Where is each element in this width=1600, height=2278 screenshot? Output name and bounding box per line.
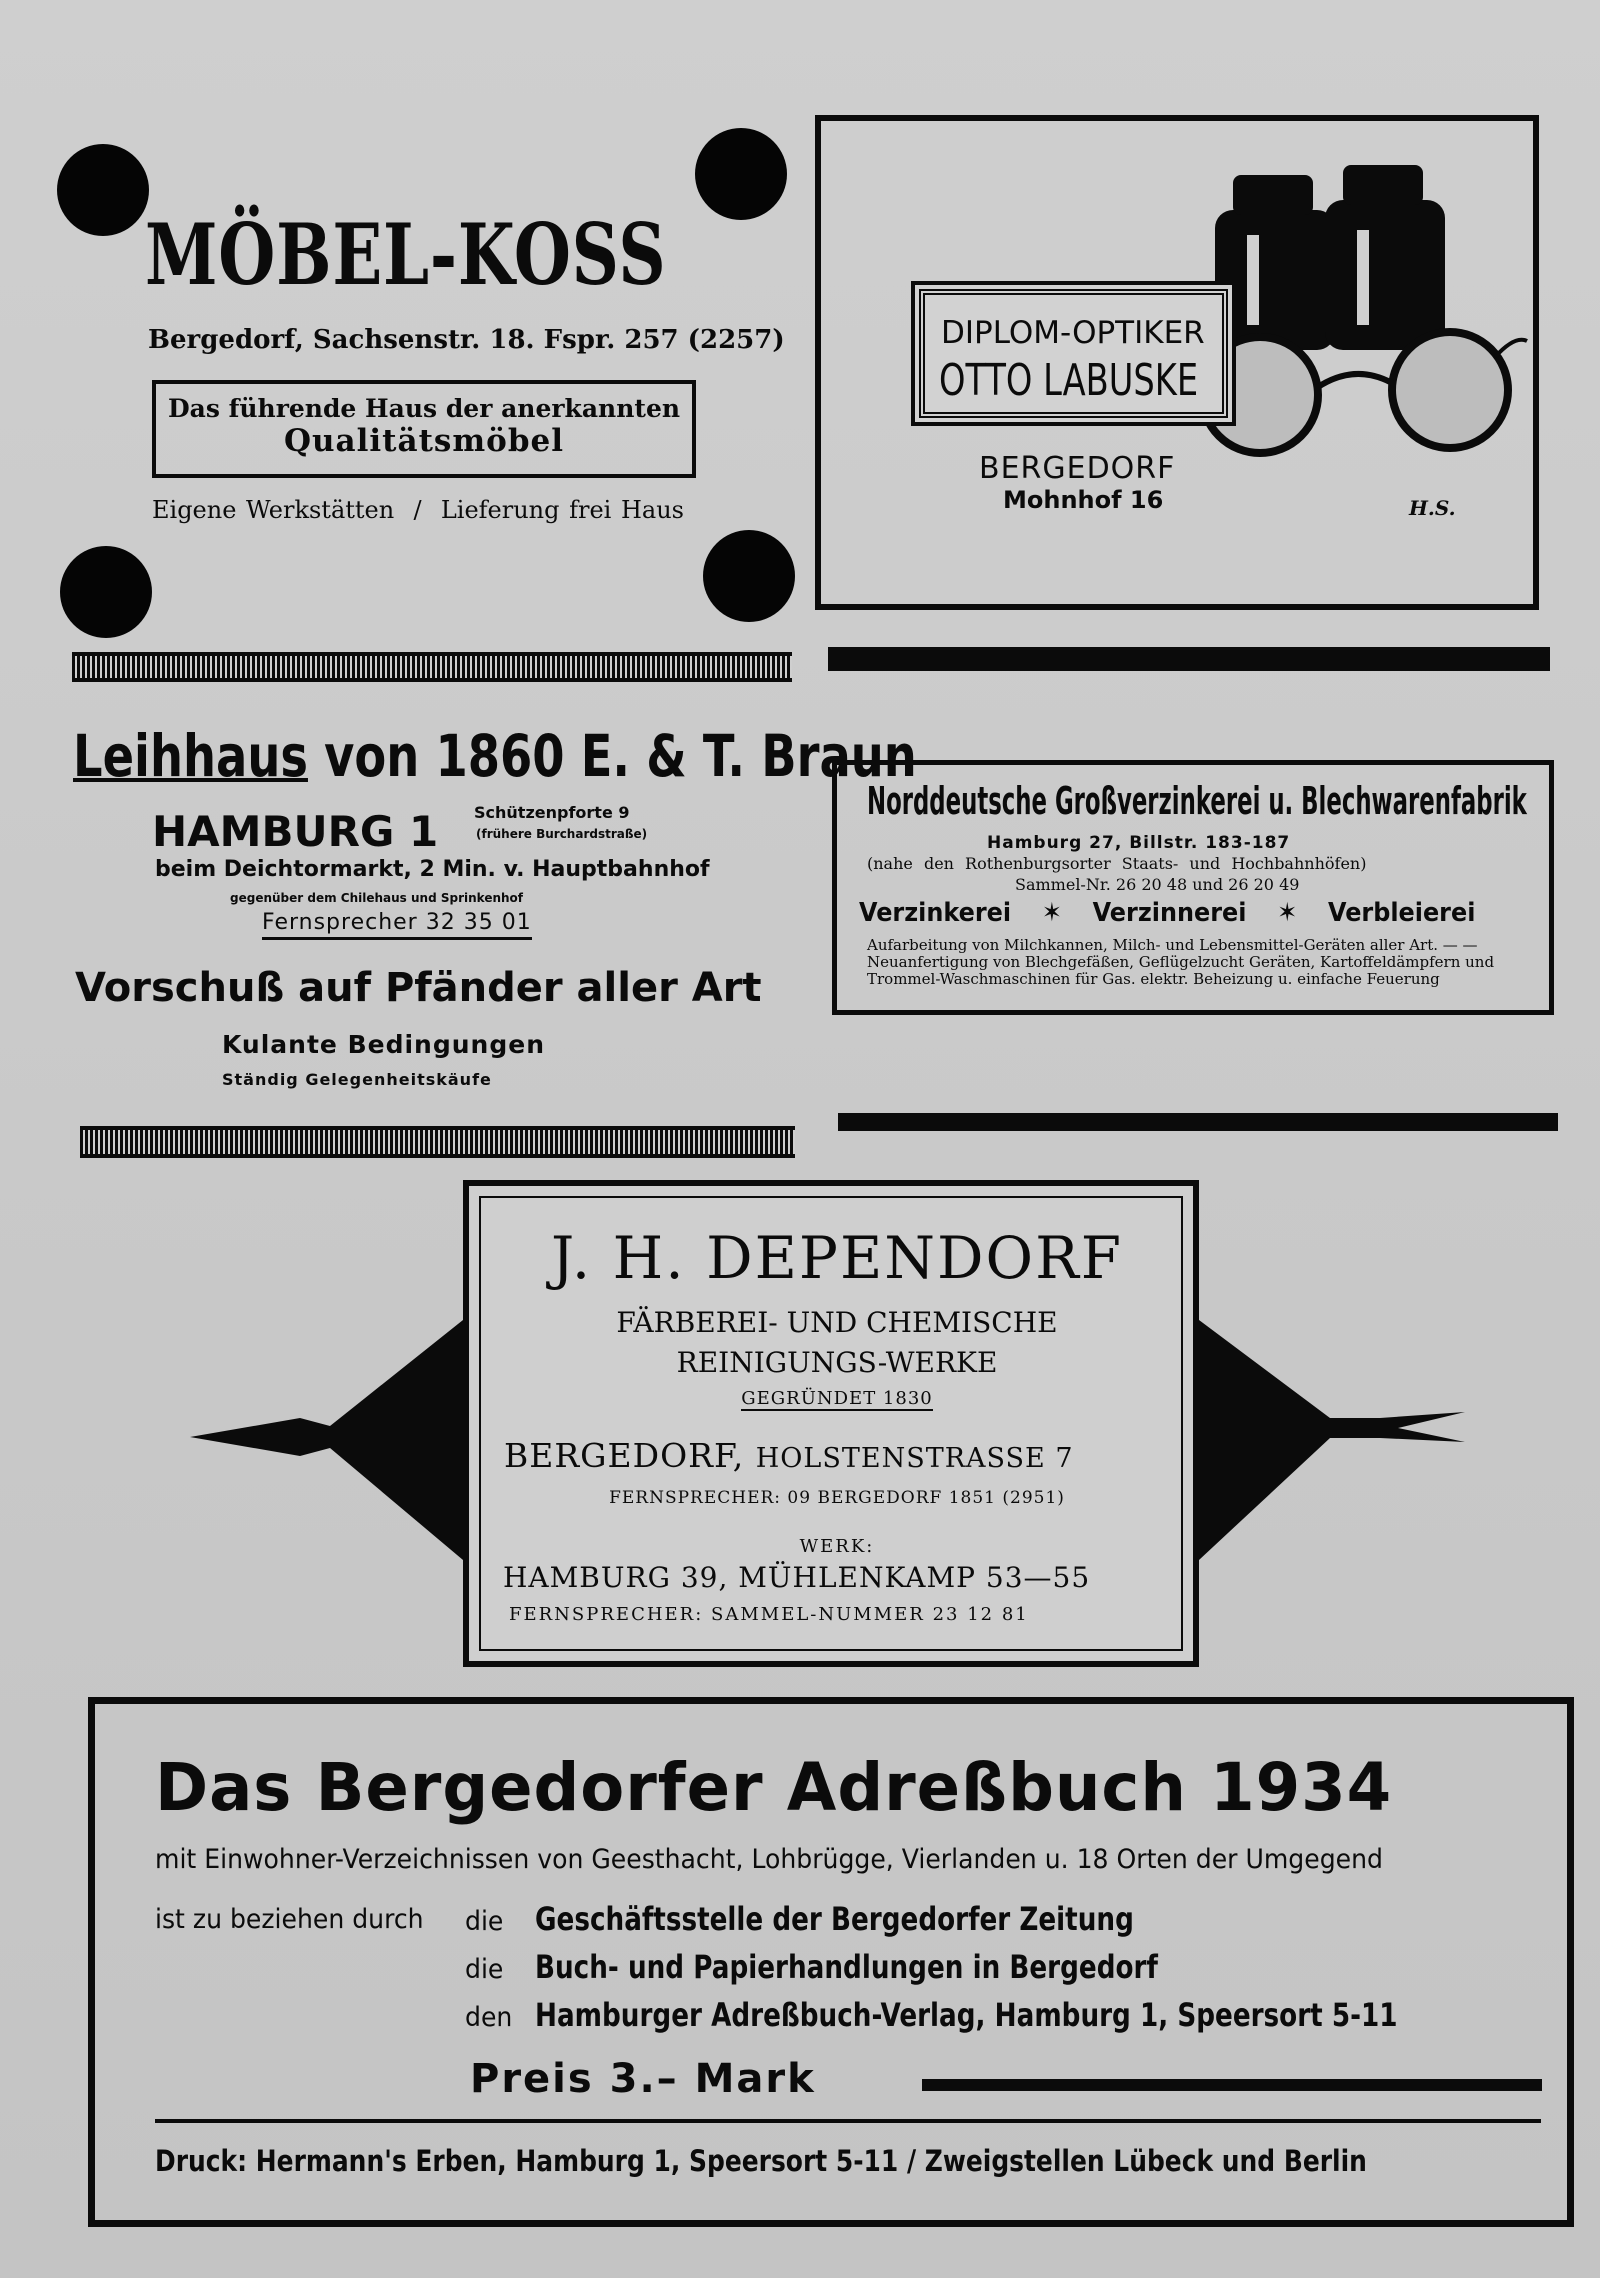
adressbuch-lead: ist zu beziehen durch (155, 1904, 424, 1935)
star-icon: ✶ (1041, 898, 1062, 928)
leihhaus-opposite: gegenüber dem Chilehaus und Sprinkenhof (230, 891, 524, 905)
right-top-bar (828, 647, 1550, 671)
moebel-koss-footer (152, 496, 684, 524)
adressbuch-article: den (465, 2002, 513, 2033)
verzinkerei-numbers: Sammel-Nr. 26 20 48 und 26 20 49 (1015, 875, 1300, 894)
adressbuch-article: die (465, 1954, 504, 1985)
leihhaus-terms: Kulante Bedingungen (222, 1030, 545, 1059)
verzinkerei-description: Aufarbeitung von Milchkannen, Milch- und Lebensmittel-Geräten aller Art. — — Neuanfertigung von Blechgefäßen, Geflügelzucht Geräten, Kartoffeldämpfern und Trommel-Waschmaschinen für Gas. elektr. Beheizung u. einfache Feuerung (867, 936, 1495, 988)
adressbuch-source: Geschäftsstelle der Bergedorfer Zeitung (535, 1900, 1134, 1938)
dependorf-werk-address: HAMBURG 39, MÜHLENKAMP 53—55 (503, 1561, 1091, 1594)
verzinkerei-service: Verzinnerei (1092, 898, 1247, 928)
verzinkerei-address: Hamburg 27, Billstr. 183-187 (987, 833, 1291, 853)
optiker-title: DIPLOM-OPTIKER (941, 315, 1205, 351)
moebel-koss-title: MÖBEL-KOSS (145, 205, 667, 304)
leihhaus-location: beim Deichtormarkt, 2 Min. v. Hauptbahnhof (155, 857, 710, 882)
adressbuch-article: die (465, 1906, 504, 1937)
leihhaus-phone: Fernsprecher 32 35 01 (262, 910, 532, 940)
dependorf-founded-text: GEGRÜNDET 1830 (741, 1388, 933, 1409)
adressbuch-source: Hamburger Adreßbuch-Verlag, Hamburg 1, Speersort 5-11 (535, 1996, 1398, 2034)
leihhaus-street-former: (frühere Burchardstraße) (476, 827, 648, 841)
optiker-city: BERGEDORF (979, 451, 1176, 486)
adressbuch-source-row (465, 1900, 1265, 1938)
dependorf-ad (463, 1180, 1199, 1667)
verzinkerei-title: Norddeutsche Großverzinkerei u. Blechwarenfabrik (867, 779, 1527, 823)
verzinkerei-service: Verbleierei (1327, 898, 1476, 928)
optiker-sign (911, 281, 1236, 426)
leihhaus-deals: Ständig Gelegenheitskäufe (222, 1070, 492, 1089)
moebel-koss-footer-left: Eigene Werkstätten (152, 496, 395, 524)
leihhaus-top-bar (72, 652, 792, 682)
adressbuch-title: Das Bergedorfer Adreßbuch 1934 (155, 1749, 1393, 1826)
verzinkerei-services (859, 898, 1475, 928)
optiker-ad (815, 115, 1539, 610)
leihhaus-street: Schützenpforte 9 (474, 803, 630, 822)
moebel-koss-slogan-line1: Das führende Haus der anerkannten (167, 394, 681, 423)
moebel-koss-slogan-box (152, 380, 696, 478)
verzinkerei-service: Verzinkerei (859, 898, 1012, 928)
dependorf-title: J. H. DEPENDORF (551, 1224, 1123, 1292)
adressbuch-print-info: Druck: Hermann's Erben, Hamburg 1, Speersort 5-11 / Zweigstellen Lübeck und Berlin (155, 2144, 1367, 2178)
optiker-signature: H.S. (1409, 496, 1456, 520)
adressbuch-price-bar (922, 2079, 1542, 2091)
leihhaus-bottom-bar (80, 1126, 795, 1158)
corner-dot-top-right (695, 128, 787, 220)
adressbuch-source-row (465, 1996, 1587, 2034)
moebel-koss-address: Bergedorf, Sachsenstr. 18. Fspr. 257 (2257) (148, 325, 785, 355)
adressbuch-source-row (465, 1948, 1295, 1986)
dependorf-address (504, 1436, 1074, 1475)
leihhaus-advance: Vorschuß auf Pfänder aller Art (75, 965, 762, 1011)
star-icon: ✶ (1277, 898, 1298, 928)
right-bottom-bar (838, 1113, 1558, 1131)
dependorf-city: BERGEDORF, (504, 1436, 745, 1475)
moebel-koss-footer-sep: / (413, 496, 422, 524)
dependorf-werk: WERK: (799, 1536, 875, 1557)
dependorf-line2: REINIGUNGS-WERKE (676, 1346, 998, 1379)
optiker-name: OTTO LABUSKE (939, 355, 1199, 406)
adressbuch-subtitle: mit Einwohner-Verzeichnissen von Geesthacht, Lohbrügge, Vierlanden u. 18 Orten der Umgegend (155, 1844, 1383, 1875)
dependorf-line1: FÄRBEREI- UND CHEMISCHE (616, 1306, 1058, 1339)
verzinkerei-ad (832, 760, 1554, 1015)
adressbuch-price: Preis 3.– Mark (470, 2056, 816, 2102)
dependorf-phone1: FERNSPRECHER: 09 BERGEDORF 1851 (2951) (609, 1488, 1065, 1508)
corner-dot-bottom-right (703, 530, 795, 622)
moebel-koss-slogan-line2: Qualitätsmöbel (283, 423, 564, 459)
adressbuch-ad (88, 1697, 1574, 2227)
corner-dot-bottom-left (60, 546, 152, 638)
leihhaus-title-underlined: Leihhaus (73, 722, 308, 790)
verzinkerei-near: (nahe den Rothenburgsorter Staats- und Hochbahnhöfen) (867, 854, 1367, 873)
adressbuch-source: Buch- und Papierhandlungen in Bergedorf (535, 1948, 1158, 1986)
dependorf-phone2: FERNSPRECHER: SAMMEL-NUMMER 23 12 81 (509, 1604, 1029, 1625)
moebel-koss-footer-right: Lieferung frei Haus (440, 496, 684, 524)
dependorf-founded (469, 1388, 1205, 1409)
adressbuch-divider (155, 2119, 1541, 2123)
dependorf-street: HOLSTENSTRASSE 7 (755, 1443, 1074, 1474)
optiker-street: Mohnhof 16 (1003, 486, 1164, 514)
corner-dot-top-left (57, 144, 149, 236)
leihhaus-title-rest: von 1860 E. & T. Braun (307, 722, 917, 790)
leihhaus-city: HAMBURG 1 (152, 807, 439, 856)
leihhaus-title (73, 722, 917, 790)
